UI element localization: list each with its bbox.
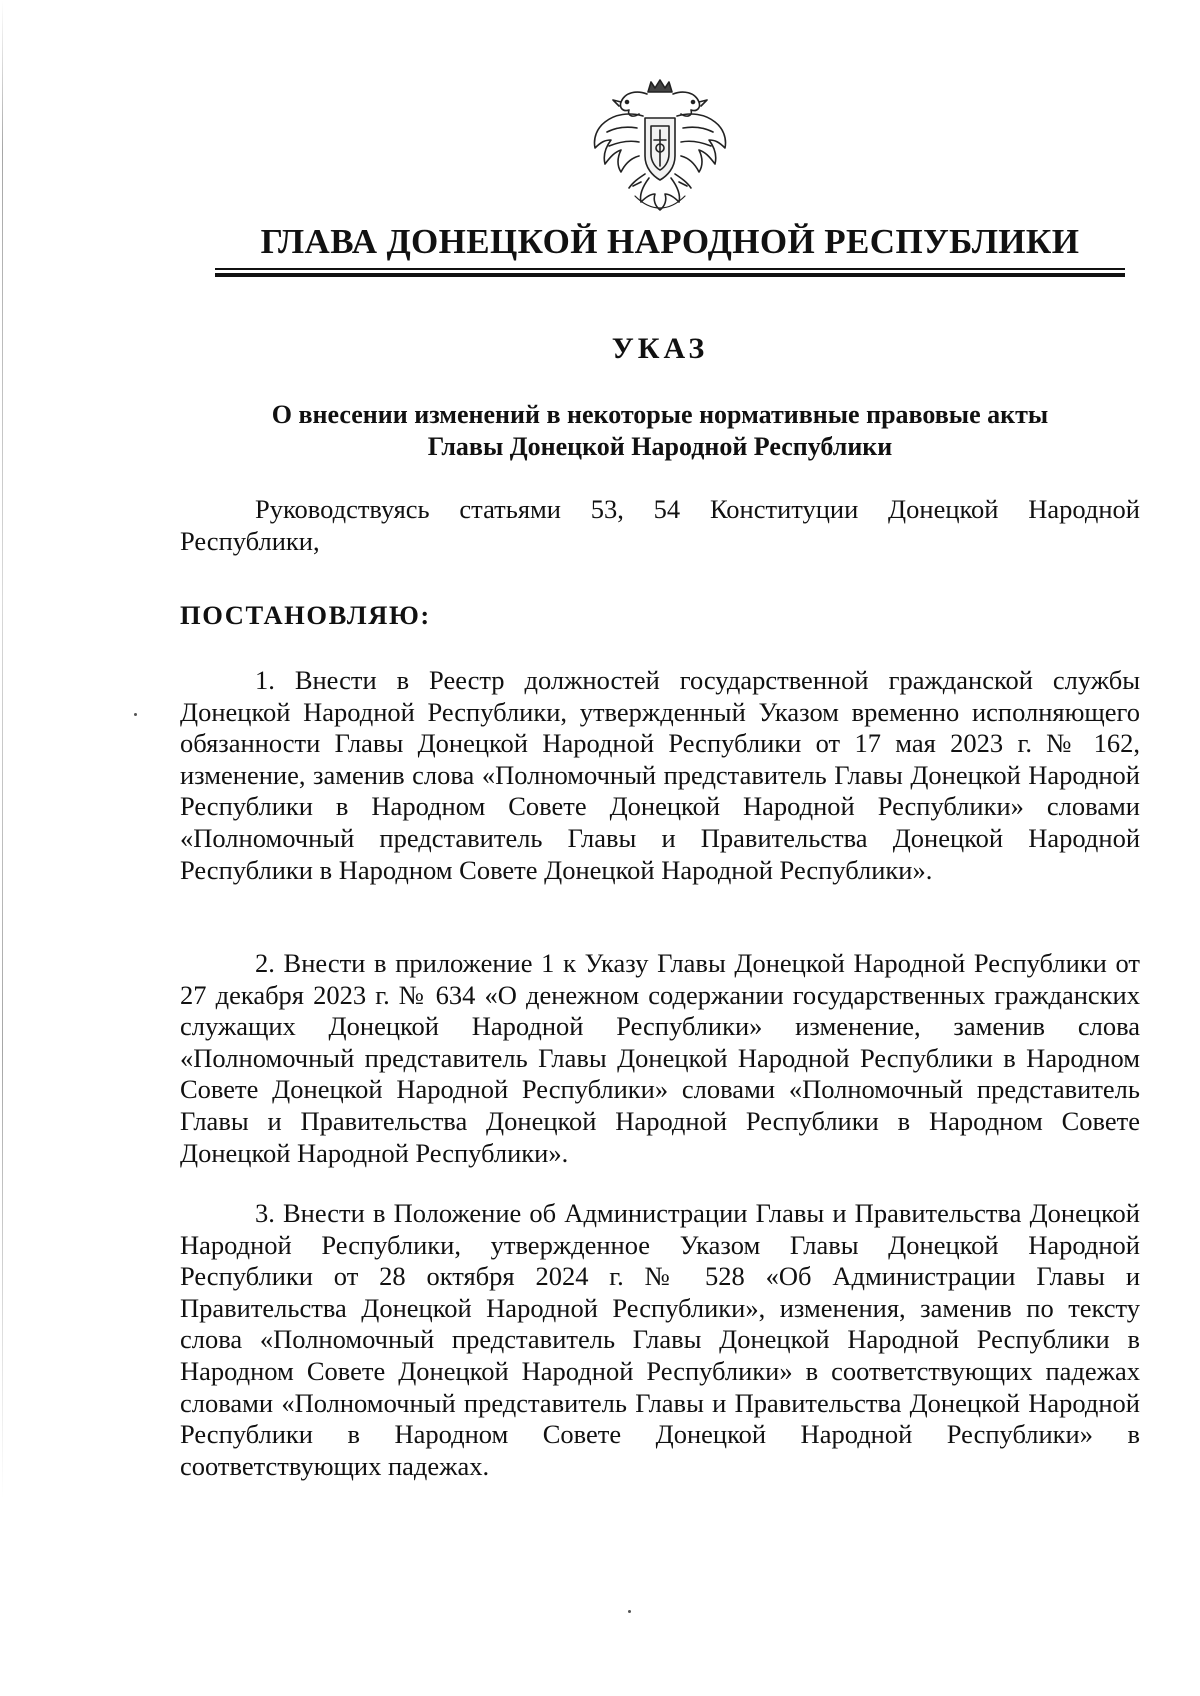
coat-of-arms-double-headed-eagle-icon <box>585 78 735 218</box>
scan-speck <box>628 1610 631 1613</box>
decree-item-2 <box>180 948 1140 1169</box>
decree-item-paragraph: 1. Внести в Реестр должностей государственной гражданской службы Донецкой Народной Республики, утвержденный Указом временно исполняющего обязанности Главы Донецкой Народной Республики от 17 мая 2023 г. № 162, изменение, заменив слова «Полномочный представитель Главы Донецкой Народной Республики в Народном Совете Донецкой Народной Республики» словами «Полномочный представитель Главы и Правительства Донецкой Народной Республики в Народном Совете Донецкой Народной Республики». <box>180 665 1140 885</box>
document-type: УКАЗ <box>611 332 709 365</box>
document-title-line: О внесении изменений в некоторые нормативные правовые акты <box>271 400 1049 429</box>
decree-item-paragraph: 3. Внести в Положение об Администрации Главы и Правительства Донецкой Народной Республики, утвержденное Указом Главы Донецкой Народной Республики от 28 октября 2024 г. № 528 «Об Администрации Главы и Правительства Донецкой Народной Республики», изменения, заменив по тексту слова «Полномочный представитель Главы Донецкой Народной Республики в Народном Совете Донецкой Народной Республики» в соответствующих падежах словами «Полномочный представитель Главы и Правительства Донецкой Народной Республики в Народном Совете Донецкой Народной Республики» в соответствующих падежах. <box>180 1198 1140 1481</box>
decree-item-paragraph: 2. Внести в приложение 1 к Указу Главы Донецкой Народной Республики от 27 декабря 2023 г. № 634 «О денежном содержании государственных гражданских служащих Донецкой Народной Республики» изменение, заменив слова «Полномочный представитель Главы Донецкой Народной Республики в Народном Совете Донецкой Народной Республики» словами «Полномочный представитель Главы и Правительства Донецкой Народной Республики в Народном Совете Донецкой Народной Республики». <box>180 948 1140 1168</box>
document-title-line: Главы Донецкой Народной Республики <box>427 432 893 461</box>
scan-speck <box>134 713 137 716</box>
header-rule-thin <box>215 268 1125 270</box>
decree-item-3 <box>180 1198 1140 1482</box>
resolve-heading: ПОСТАНОВЛЯЮ: <box>180 600 431 630</box>
header-rule-thick <box>215 273 1125 277</box>
preamble <box>180 494 1140 557</box>
decree-item-1 <box>180 665 1140 886</box>
issuing-authority: ГЛАВА ДОНЕЦКОЙ НАРОДНОЙ РЕСПУБЛИКИ <box>260 222 1080 261</box>
document-title <box>180 399 1140 463</box>
scan-edge-line <box>2 0 3 1500</box>
preamble-paragraph: Руководствуясь статьями 53, 54 Конституции Донецкой Народной Республики, <box>180 494 1140 556</box>
